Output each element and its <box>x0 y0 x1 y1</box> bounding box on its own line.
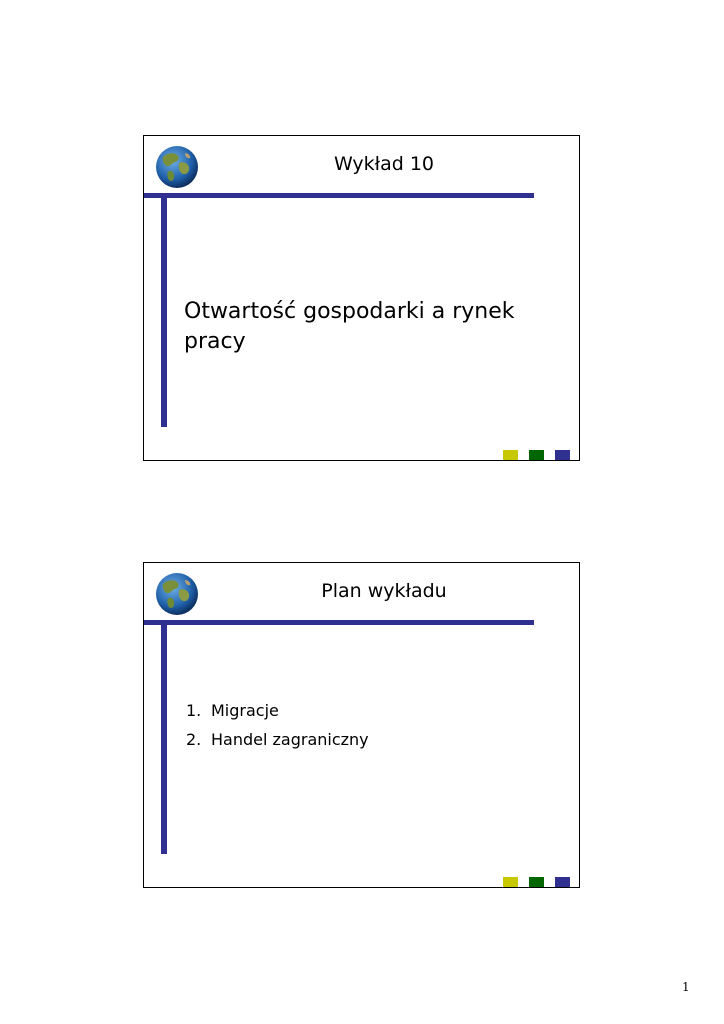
slide-2 <box>143 562 580 888</box>
slide-title: Plan wykładu <box>321 580 447 602</box>
slide-title: Wykład 10 <box>333 153 435 175</box>
page-number: 1 <box>682 980 690 994</box>
list-item-number: 2. <box>186 730 202 749</box>
decorative-squares <box>503 877 570 887</box>
yellow-square <box>503 877 518 887</box>
heading-line-1: Otwartość gospodarki a rynek <box>184 299 515 324</box>
list-item-number: 1. <box>186 701 202 720</box>
slide-heading <box>184 297 564 357</box>
green-square <box>529 450 544 460</box>
decorative-squares <box>503 450 570 460</box>
heading-line-2: pracy <box>184 329 246 354</box>
list-item-label: Migracje <box>211 701 279 720</box>
vertical-divider <box>161 620 167 854</box>
list-item-label: Handel zagraniczny <box>211 730 369 749</box>
horizontal-divider <box>144 620 534 625</box>
yellow-square <box>503 450 518 460</box>
horizontal-divider <box>144 193 534 198</box>
blue-square <box>555 450 570 460</box>
globe-icon <box>155 145 199 189</box>
blue-square <box>555 877 570 887</box>
slide-1 <box>143 135 580 461</box>
plan-list <box>186 696 369 754</box>
list-item <box>186 696 369 725</box>
vertical-divider <box>161 193 167 427</box>
list-item <box>186 725 369 754</box>
globe-icon <box>155 572 199 616</box>
green-square <box>529 877 544 887</box>
